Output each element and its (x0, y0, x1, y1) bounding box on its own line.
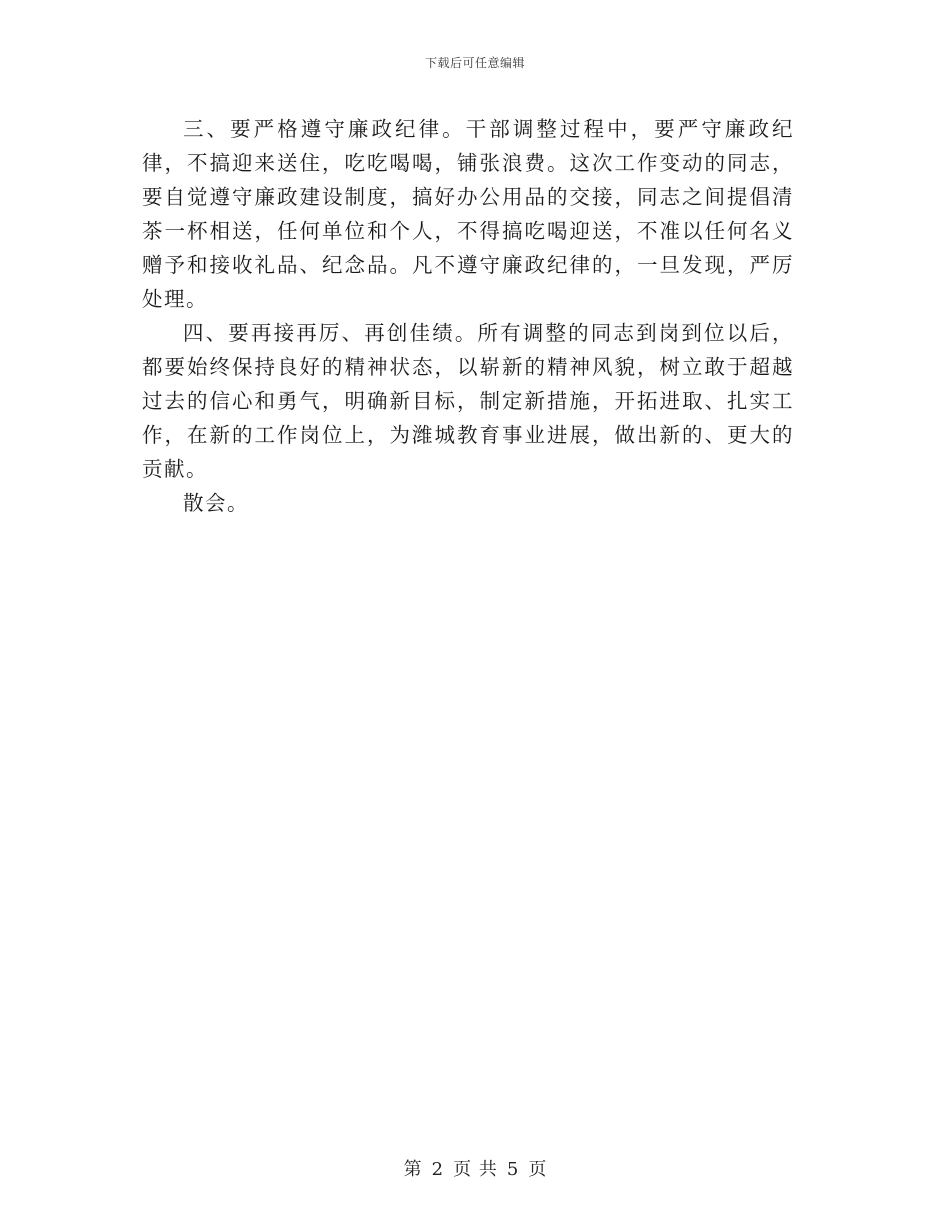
page-mid: 页 共 (453, 1159, 497, 1180)
page-suffix: 页 (528, 1159, 547, 1180)
page-total: 5 (506, 1159, 519, 1180)
paragraph-discipline: 三、要严格遵守廉政纪律。干部调整过程中，要严守廉政纪律，不搞迎来送住，吃吃喝喝，铺张浪费。这次工作变动的同志，要自觉遵守廉政建设制度，搞好办公用品的交接，同志之间提倡清茶一杯相送，任何单位和个人，不得搞吃喝迎送，不准以任何名义赠予和接收礼品、纪念品。凡不遵守廉政纪律的，一旦发现，严厉处理。 (142, 117, 794, 311)
paragraph-adjourn: 散会。 (183, 491, 249, 515)
document-body (142, 112, 794, 520)
page-number: 2 (431, 1159, 444, 1180)
paragraph-performance: 四、要再接再厉、再创佳绩。所有调整的同志到岗到位以后，都要始终保持良好的精神状态，以崭新的精神风貌，树立敢于超越过去的信心和勇气，明确新目标，制定新措施，开拓进取、扎实工作，在新的工作岗位上，为潍城教育事业进展，做出新的、更大的贡献。 (142, 321, 794, 481)
page-header: 下载后可任意编辑 (424, 56, 525, 70)
page-prefix: 第 (403, 1159, 422, 1180)
page-footer (0, 1155, 950, 1181)
